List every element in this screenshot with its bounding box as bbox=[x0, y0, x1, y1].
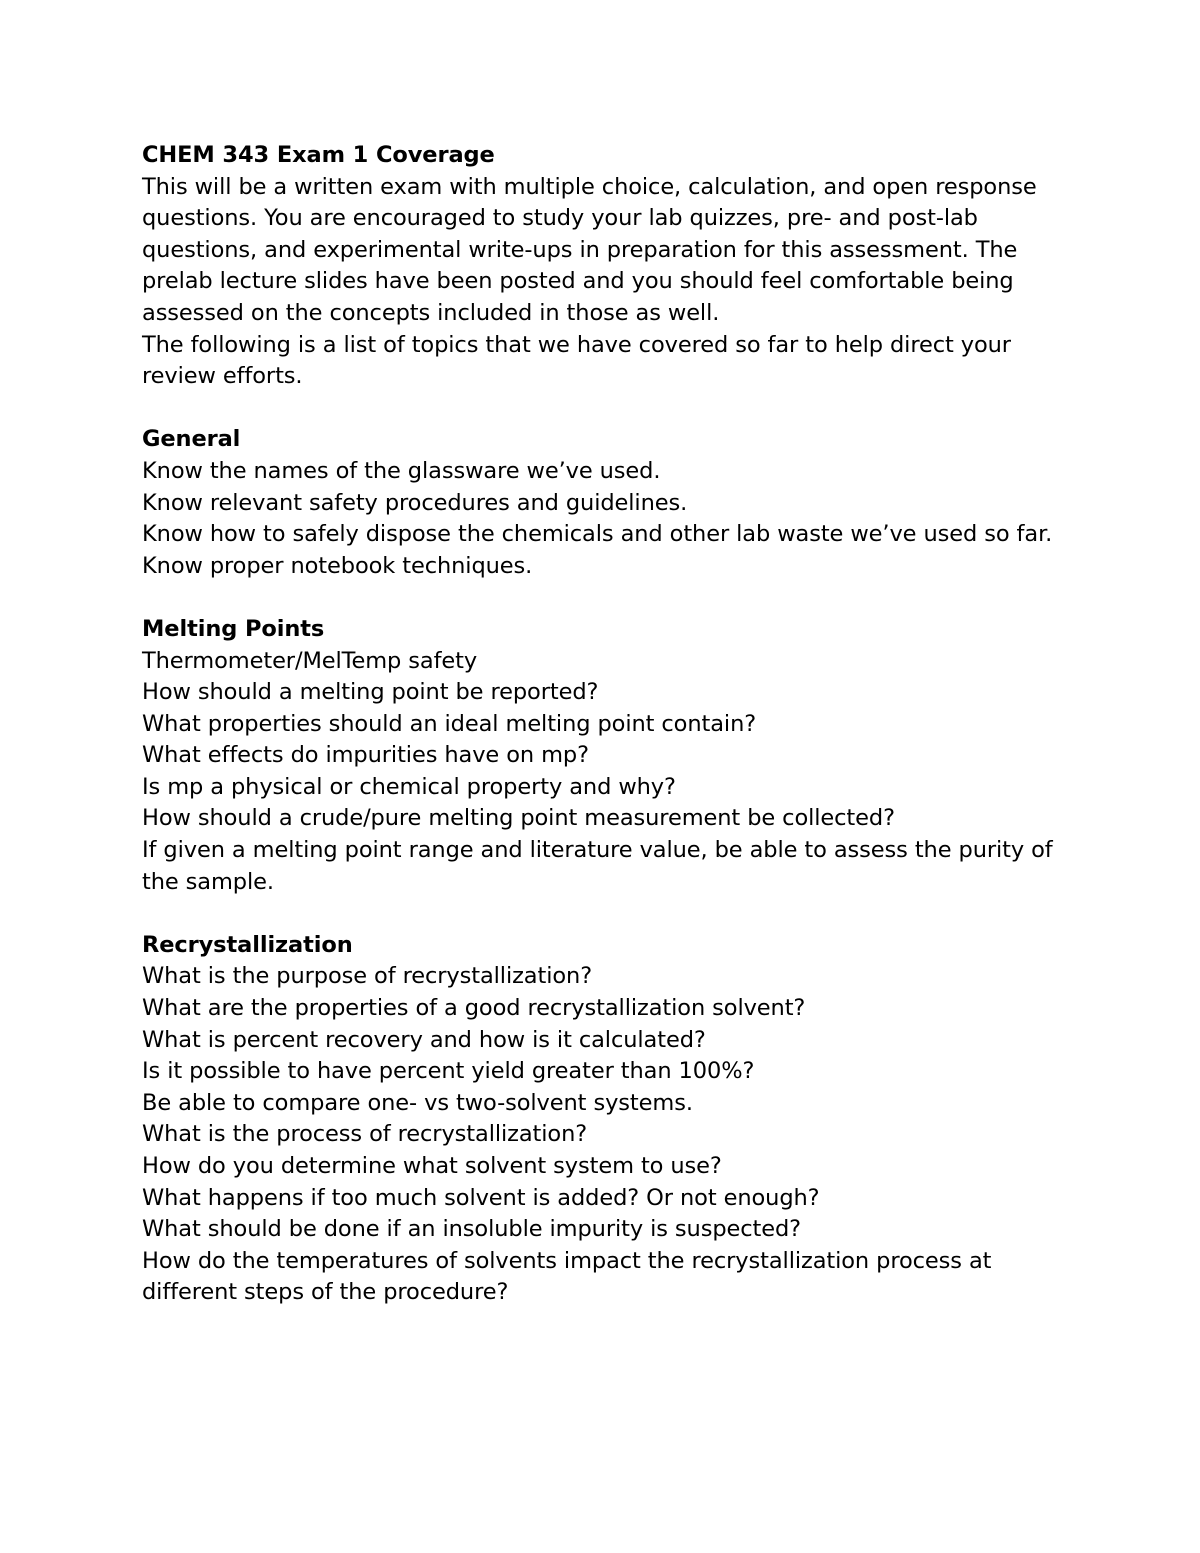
topic-item: Thermometer/MelTemp safety bbox=[142, 647, 478, 674]
section-recrystallization bbox=[142, 930, 1082, 1309]
topic-item: What happens if too much solvent is added? Or not enough? bbox=[142, 1184, 820, 1211]
topic-item: Know how to safely dispose the chemicals and other lab waste we’ve used so far. bbox=[142, 521, 1053, 548]
topic-item: What is the process of recrystallization? bbox=[142, 1121, 588, 1148]
topic-item: What is percent recovery and how is it calculated? bbox=[142, 1026, 706, 1053]
topic-item: Know proper notebook techniques. bbox=[142, 552, 533, 579]
intro-paragraph: This will be a written exam with multiple choice, calculation, and open response questions. You are encouraged to study your lab quizzes, pre- and post-lab questions, and experimental write-ups in preparation for this assessment. The prelab lecture slides have been posted and you should feel comfortable being assessed on the concepts included in those as well. bbox=[142, 173, 1037, 326]
section-melting-points bbox=[142, 614, 1082, 898]
intro-paragraph: The following is a list of topics that we have covered so far to help direct your review efforts. bbox=[142, 331, 1011, 390]
topic-item: How do you determine what solvent system to use? bbox=[142, 1153, 722, 1179]
topic-item: What is the purpose of recrystallization? bbox=[142, 963, 593, 990]
section-heading: General bbox=[142, 426, 241, 453]
topic-item: Know the names of the glassware we’ve used. bbox=[142, 457, 661, 484]
topic-item: What are the properties of a good recrystallization solvent? bbox=[142, 995, 806, 1022]
topic-item: How should a crude/pure melting point measurement be collected? bbox=[142, 805, 895, 832]
section-general bbox=[142, 424, 1082, 582]
topic-item: What should be done if an insoluble impurity is suspected? bbox=[142, 1216, 802, 1243]
topic-item: What properties should an ideal melting point contain? bbox=[142, 710, 757, 737]
document-title: CHEM 343 Exam 1 Coverage bbox=[142, 142, 495, 168]
topic-item: Is it possible to have percent yield greater than 100%? bbox=[142, 1058, 755, 1085]
topic-item: What effects do impurities have on mp? bbox=[142, 742, 589, 769]
document-page bbox=[142, 140, 1082, 1309]
topic-item: Is mp a physical or chemical property and why? bbox=[142, 773, 676, 800]
topic-item: How do the temperatures of solvents impact the recrystallization process at different steps of the procedure? bbox=[142, 1247, 992, 1306]
topic-item: How should a melting point be reported? bbox=[142, 679, 599, 706]
topic-item: If given a melting point range and literature value, be able to assess the purity of the sample. bbox=[142, 837, 1053, 895]
topic-item: Know relevant safety procedures and guidelines. bbox=[142, 489, 688, 516]
section-heading: Recrystallization bbox=[142, 931, 353, 958]
section-heading: Melting Points bbox=[142, 615, 325, 642]
topic-item: Be able to compare one- vs two-solvent systems. bbox=[142, 1089, 693, 1116]
